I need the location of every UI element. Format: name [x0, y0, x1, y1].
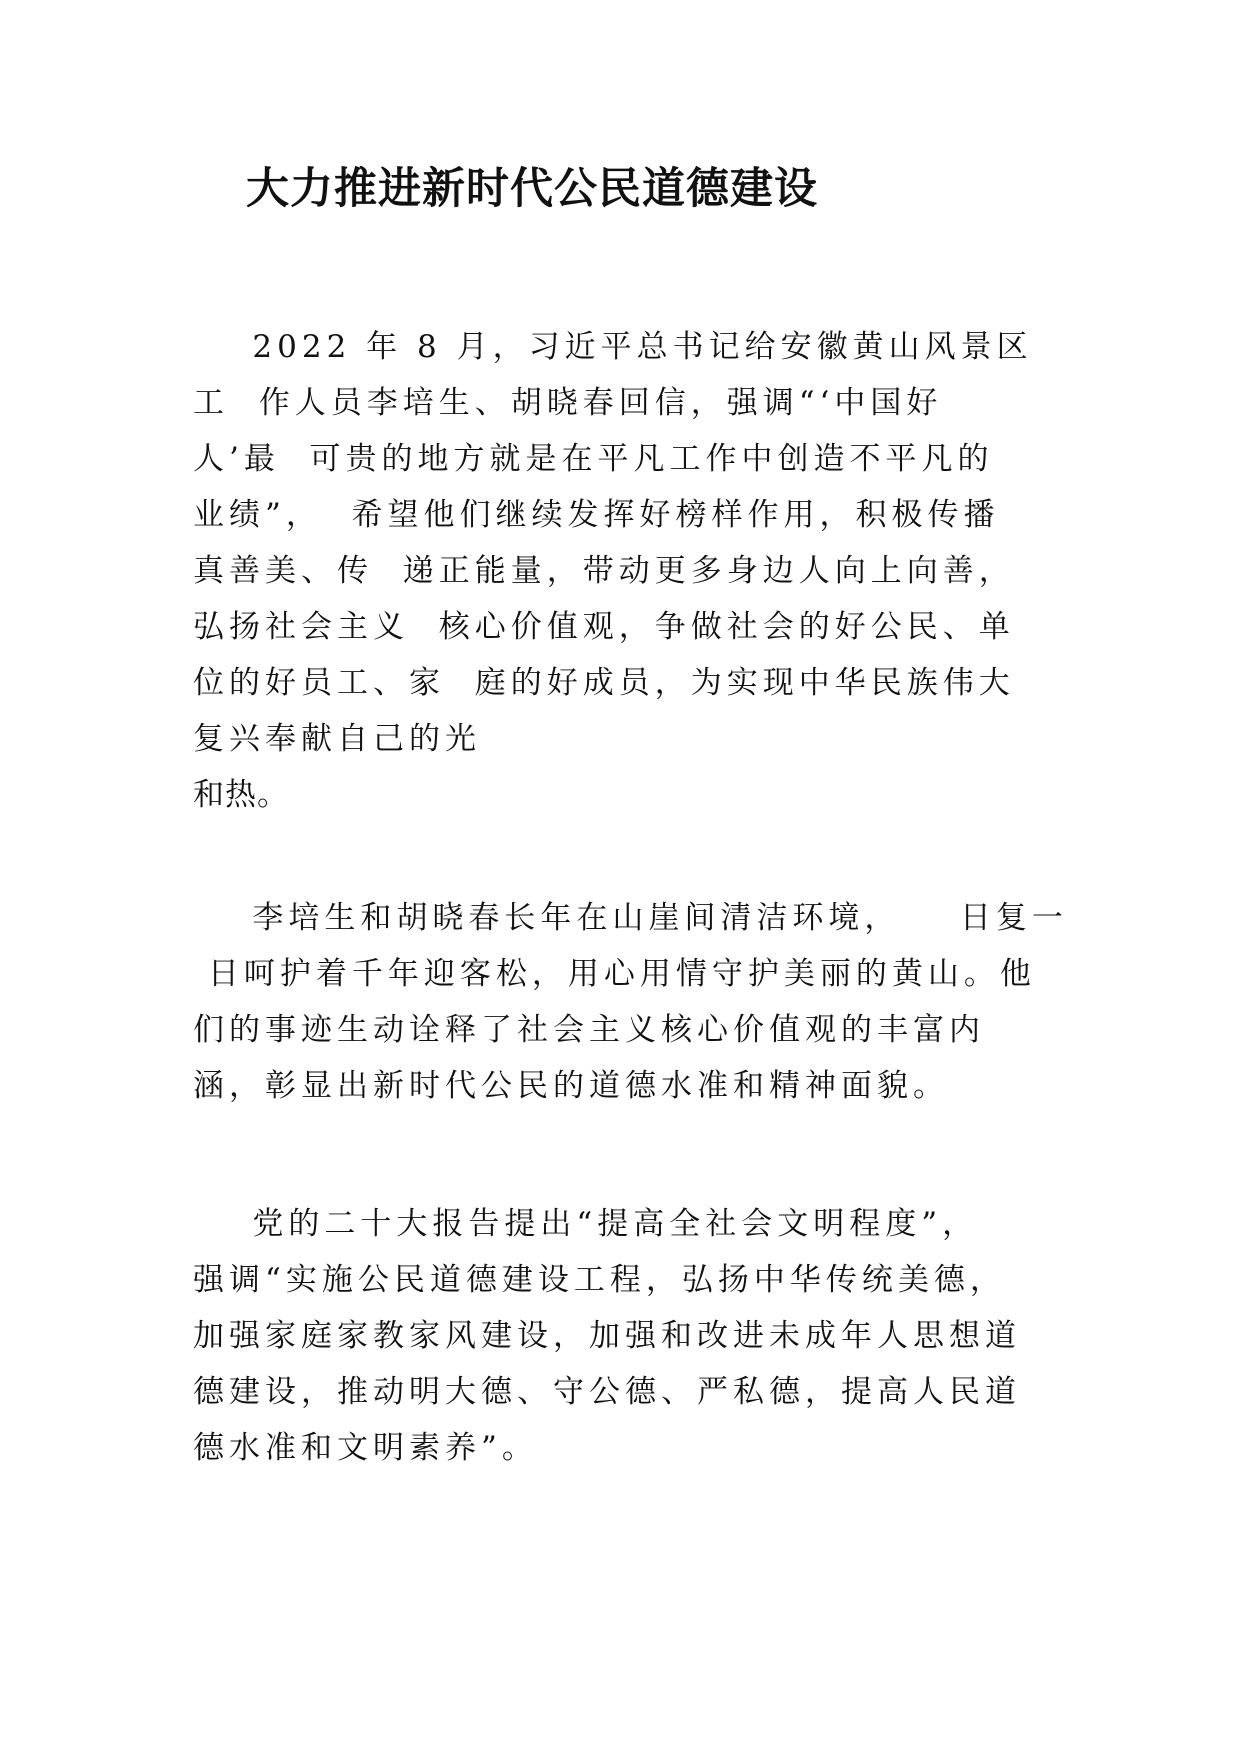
paragraph-line: 和热。 — [193, 777, 289, 813]
paragraph-line: 党的二十大报告提出“提高全社会文明程度”， — [193, 1206, 979, 1242]
paragraph-2 — [193, 890, 1068, 1114]
paragraph-line: 德建设，推动明大德、守公德、严私德，提高人民道 — [193, 1374, 1021, 1410]
paragraph-line: 业绩”， 希望他们继续发挥好榜样作用，积极传播 — [193, 497, 1000, 533]
paragraph-3 — [193, 1196, 1021, 1476]
paragraph-line: 们的事迹生动诠释了社会主义核心价值观的丰富内 — [193, 1012, 985, 1048]
document-title: 大力推进新时代公民道德建设 — [246, 164, 818, 214]
paragraph-line: 工 作人员李培生、胡晓春回信，强调“‘中国好 — [193, 385, 943, 421]
paragraph-line: 强调“实施公民道德建设工程，弘扬中华传统美德， — [193, 1262, 1006, 1298]
paragraph-line: 德水准和文明素养”。 — [193, 1430, 538, 1466]
paragraph-line: 加强家庭家教家风建设，加强和改进未成年人思想道 — [193, 1318, 1021, 1354]
paragraph-1 — [193, 319, 1033, 823]
paragraph-line: 位的好员工、家 庭的好成员，为实现中华民族伟大 — [193, 665, 1015, 701]
paragraph-line: 真善美、传 递正能量，带动更多身边人向上向善， — [193, 553, 1015, 589]
paragraph-line: 日呵护着千年迎客松，用心用情守护美丽的黄山。他 — [193, 956, 1036, 992]
paragraph-line: 李培生和胡晓春长年在山崖间清洁环境， 日复一 — [193, 900, 1068, 936]
paragraph-line: 2022 年 8 月，习近平总书记给安徽黄山风景区 — [193, 329, 1033, 365]
paragraph-line: 弘扬社会主义 核心价值观，争做社会的好公民、单 — [193, 609, 1015, 645]
paragraph-line: 人’最 可贵的地方就是在平凡工作中创造不平凡的 — [193, 441, 994, 477]
paragraph-line: 涵，彰显出新时代公民的道德水准和精神面貌。 — [193, 1068, 949, 1104]
paragraph-line: 复兴奉献自己的光 — [193, 721, 481, 757]
